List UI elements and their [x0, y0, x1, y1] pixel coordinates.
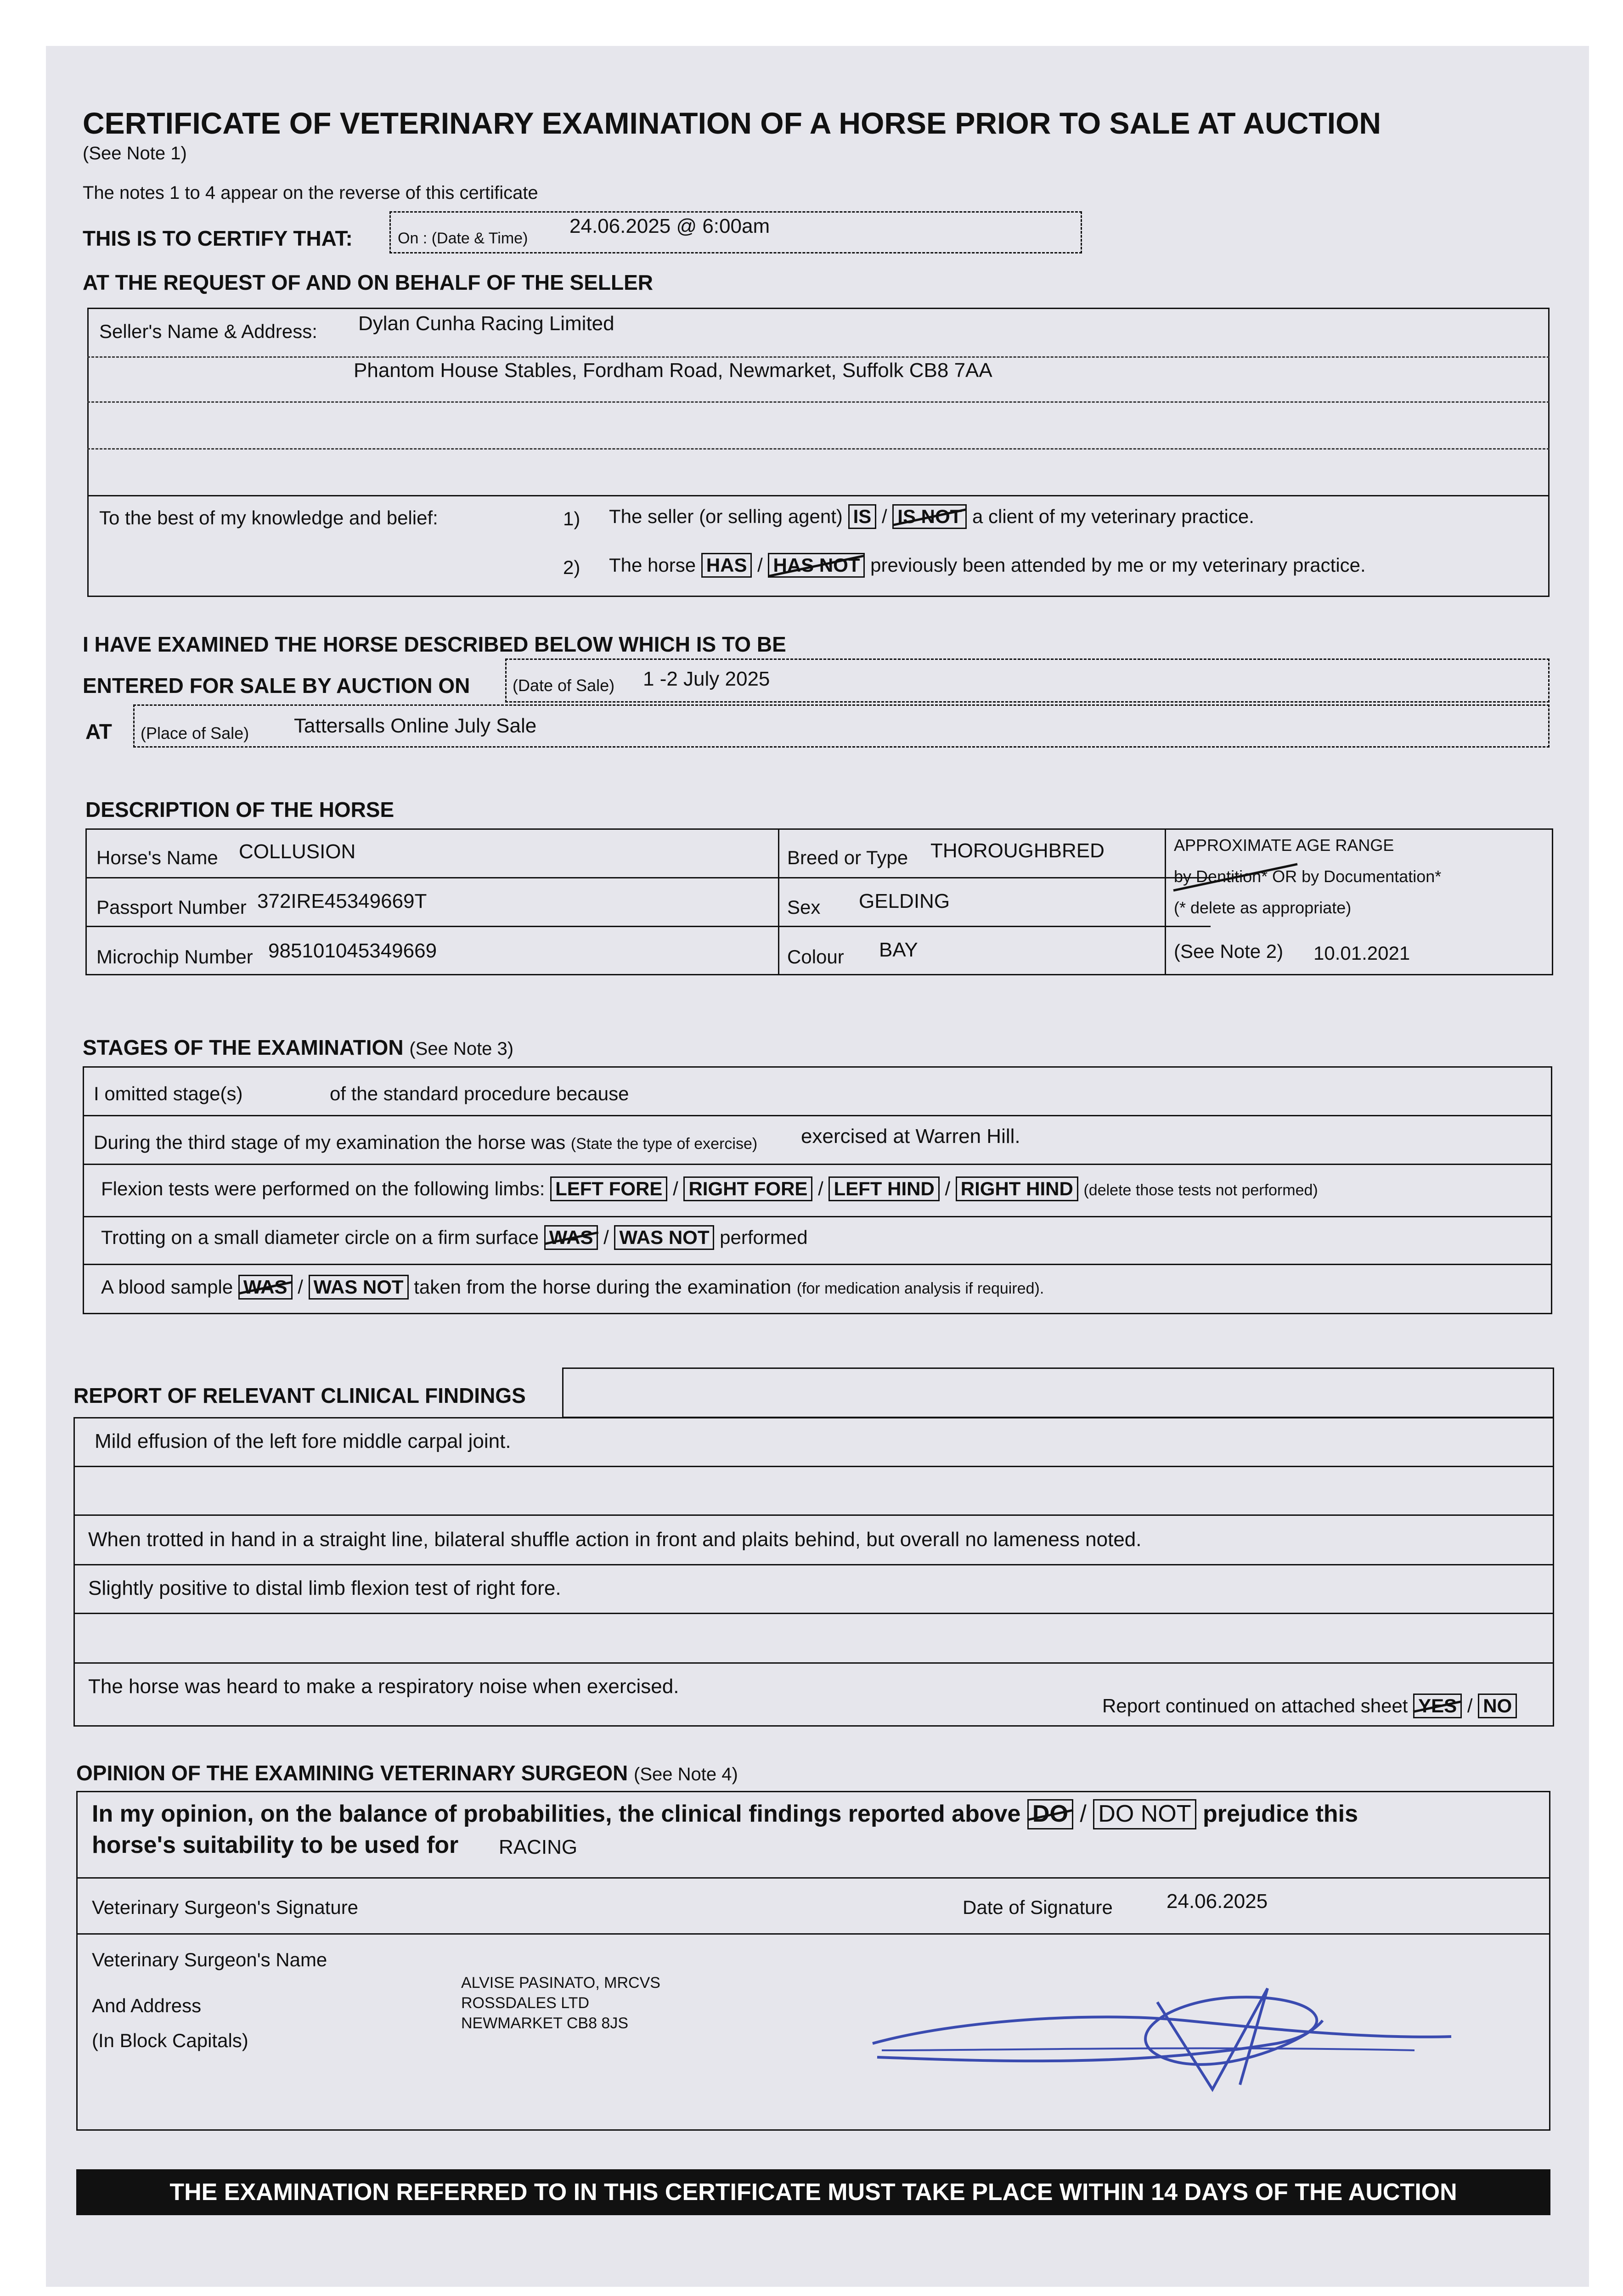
opinion-text: In my opinion, on the balance of probabilities, the clinical findings reported above DO / DO NOT prejudice this: [92, 1799, 1358, 1829]
colour-label: Colour: [787, 946, 844, 968]
trot-was-option: WAS: [544, 1225, 598, 1250]
certify-date-value: 24.06.2025 @ 6:00am: [569, 215, 770, 237]
sex-label: Sex: [787, 896, 821, 918]
blood-was-option: WAS: [238, 1275, 293, 1300]
knowledge-item2-num: 2): [563, 557, 580, 578]
flexion-row: Flexion tests were performed on the following limbs: LEFT FORE / RIGHT FORE / LEFT HIND / RIGHT HIND (delete those tests not performed): [101, 1176, 1318, 1201]
blood-row: A blood sample WAS / WAS NOT taken from the horse during the examination (for medication analysis if required).: [101, 1275, 1044, 1300]
opinion-do-option: DO: [1027, 1799, 1073, 1829]
request-heading: AT THE REQUEST OF AND ON BEHALF OF THE SELLER: [83, 270, 653, 294]
age-see-note: (See Note 2): [1174, 940, 1284, 962]
third-stage: During the third stage of my examination the horse was (State the type of exercise): [94, 1131, 758, 1153]
knowledge-item1-num: 1): [563, 508, 580, 529]
signature-label: Veterinary Surgeon's Signature: [92, 1896, 359, 1918]
signature-date-value: 24.06.2025: [1167, 1890, 1268, 1913]
knowledge-label: To the best of my knowledge and belief:: [99, 507, 438, 529]
age-dentition-struck: by Dentition* OR: [1174, 867, 1297, 886]
knowledge-item2: The horse HAS / HAS NOT previously been attended by me or my veterinary practice.: [609, 553, 1366, 578]
report-continued: Report continued on attached sheet YES / NO: [1102, 1694, 1517, 1718]
limb-left-hind: LEFT HIND: [828, 1176, 939, 1201]
breed-label: Breed or Type: [787, 847, 908, 868]
footer-text: THE EXAMINATION REFERRED TO IN THIS CERTIFICATE MUST TAKE PLACE WITHIN 14 DAYS OF THE AUCTION: [169, 2179, 1457, 2206]
certify-date-label: On : (Date & Time): [398, 230, 528, 247]
age-heading: APPROXIMATE AGE RANGE: [1174, 836, 1394, 855]
microchip-label: Microchip Number: [96, 946, 253, 968]
report-heading: REPORT OF RELEVANT CLINICAL FINDINGS: [73, 1384, 526, 1407]
certificate-title: CERTIFICATE OF VETERINARY EXAMINATION OF A HORSE PRIOR TO SALE AT AUCTION: [83, 106, 1381, 140]
knowledge-item1: The seller (or selling agent) IS / IS NOT a client of my veterinary practice.: [609, 504, 1254, 529]
third-stage-value: exercised at Warren Hill.: [801, 1125, 1020, 1148]
age-delete-note: (* delete as appropriate): [1174, 898, 1352, 917]
passport-value: 372IRE45349669T: [257, 890, 427, 912]
microchip-value: 985101045349669: [268, 940, 437, 962]
seller-name: Dylan Cunha Racing Limited: [358, 312, 614, 335]
report-continued-yes: YES: [1413, 1694, 1462, 1718]
horse-has-option: HAS: [701, 553, 752, 578]
trot-row: Trotting on a small diameter circle on a firm surface WAS / WAS NOT performed: [101, 1225, 808, 1250]
opinion-line2: horse's suitability to be used for: [92, 1832, 459, 1858]
stages-heading: STAGES OF THE EXAMINATION (See Note 3): [83, 1035, 514, 1059]
report-heading-box: [562, 1367, 1554, 1418]
examined-line1: I HAVE EXAMINED THE HORSE DESCRIBED BELOW WHICH IS TO BE: [83, 632, 786, 656]
sex-value: GELDING: [859, 890, 950, 912]
sale-place-label: (Place of Sale): [141, 724, 249, 743]
sale-date-label: (Date of Sale): [513, 676, 615, 695]
opinion-heading: OPINION OF THE EXAMINING VETERINARY SURGEON (See Note 4): [76, 1761, 738, 1785]
surgeon-stamp: ALVISE PASINATO, MRCVS ROSSDALES LTD NEWMARKET CB8 8JS: [461, 1974, 660, 2032]
trot-wasnot-option: WAS NOT: [614, 1225, 714, 1250]
age-method: [1174, 867, 1441, 886]
seller-isnot-option: IS NOT: [892, 504, 967, 529]
see-note-1: (See Note 1): [83, 143, 187, 163]
certificate-page: [46, 46, 1589, 2287]
age-value: 10.01.2021: [1313, 942, 1410, 964]
signature-date-label: Date of Signature: [963, 1896, 1113, 1918]
horse-name-label: Horse's Name: [96, 847, 218, 868]
certify-label: THIS IS TO CERTIFY THAT:: [83, 226, 353, 250]
age-documentation: by Documentation*: [1302, 867, 1442, 886]
seller-is-option: IS: [848, 504, 877, 529]
report-line-4: Slightly positive to distal limb flexion test of right fore.: [88, 1577, 561, 1599]
seller-address: Phantom House Stables, Fordham Road, Newmarket, Suffolk CB8 7AA: [354, 359, 992, 382]
surgeon-block-caps-label: (In Block Capitals): [92, 2030, 248, 2051]
sale-at-label: AT: [85, 720, 112, 743]
limb-right-hind: RIGHT HIND: [956, 1176, 1078, 1201]
omitted-post: of the standard procedure because: [330, 1083, 629, 1104]
omitted-label: I omitted stage(s): [94, 1083, 243, 1104]
report-line-1: Mild effusion of the left fore middle carpal joint.: [95, 1430, 511, 1452]
signature-image: [863, 1952, 1460, 2108]
breed-value: THOROUGHBRED: [930, 839, 1105, 862]
opinion-use-value: RACING: [499, 1836, 578, 1858]
surgeon-name-label: Veterinary Surgeon's Name: [92, 1949, 327, 1970]
horse-hasnot-option: HAS NOT: [768, 553, 865, 578]
description-heading: DESCRIPTION OF THE HORSE: [85, 798, 394, 822]
report-line-6: The horse was heard to make a respiratory noise when exercised.: [88, 1675, 679, 1698]
blood-wasnot-option: WAS NOT: [309, 1275, 409, 1300]
sale-date-value: 1 -2 July 2025: [643, 668, 770, 690]
examined-line2: ENTERED FOR SALE BY AUCTION ON: [83, 674, 470, 698]
surgeon-address-label: And Address: [92, 1995, 202, 2016]
report-continued-no: NO: [1478, 1694, 1517, 1718]
report-line-3: When trotted in hand in a straight line, bilateral shuffle action in front and plaits behind, but overall no lameness noted.: [88, 1528, 1142, 1551]
colour-value: BAY: [879, 939, 918, 961]
notes-line: The notes 1 to 4 appear on the reverse of this certificate: [83, 183, 538, 203]
sale-place-value: Tattersalls Online July Sale: [294, 715, 537, 737]
limb-right-fore: RIGHT FORE: [683, 1176, 812, 1201]
passport-label: Passport Number: [96, 896, 247, 918]
opinion-donot-option: DO NOT: [1093, 1799, 1196, 1829]
limb-left-fore: LEFT FORE: [550, 1176, 667, 1201]
seller-label: Seller's Name & Address:: [99, 321, 317, 342]
horse-name-value: COLLUSION: [239, 840, 356, 863]
